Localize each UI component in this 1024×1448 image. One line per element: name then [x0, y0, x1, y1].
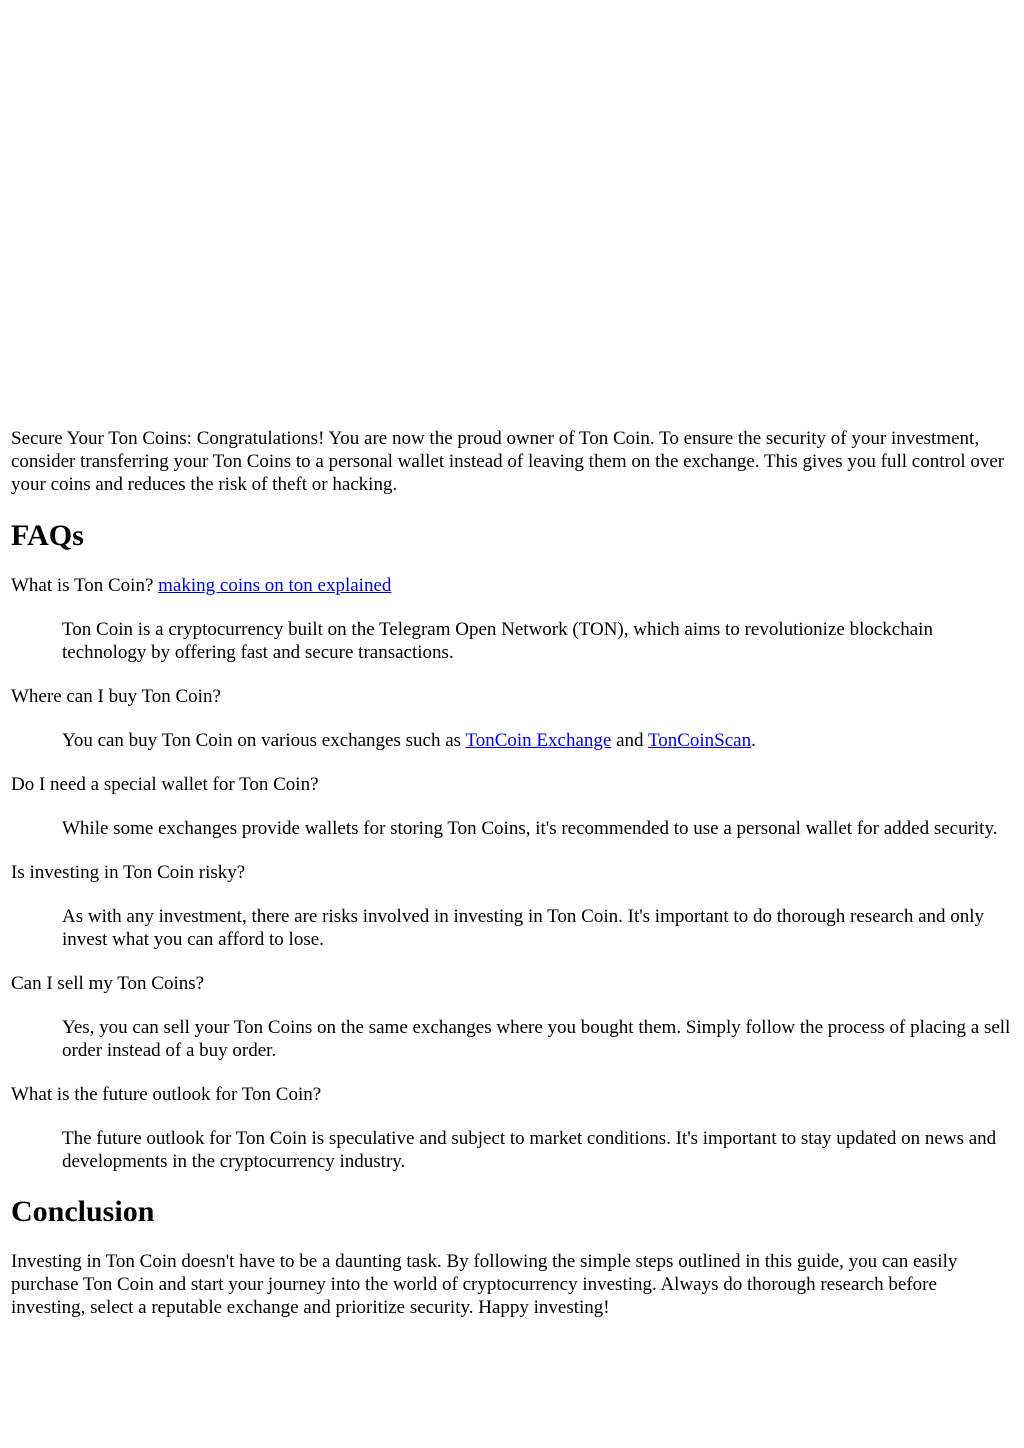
faq-answer-6: The future outlook for Ton Coin is speculative and subject to market conditions. It's important to stay updated on news and developments in the cryptocurrency industry.: [62, 1128, 997, 1172]
faq-answer-2: [62, 729, 1016, 752]
conclusion-heading: Conclusion: [11, 1195, 155, 1228]
faq-answer-1: Ton Coin is a cryptocurrency built on the Telegram Open Network (TON), which aims to revolutionize blockchain technology by offering fast and secure transactions.: [62, 619, 933, 663]
faq-question-5: Can I sell my Ton Coins?: [11, 973, 205, 994]
faq-question-2: Where can I buy Ton Coin?: [11, 686, 221, 707]
faq-answer-2-before: You can buy Ton Coin on various exchanges such as: [62, 730, 466, 751]
toncoin-exchange-link[interactable]: TonCoin Exchange: [465, 730, 612, 751]
faq-question-1-text: What is Ton Coin?: [11, 575, 159, 596]
faq-answer-2-after: .: [751, 730, 756, 751]
making-coins-link[interactable]: making coins on ton explained: [158, 575, 392, 596]
faq-answer-3: While some exchanges provide wallets for storing Ton Coins, it's recommended to use a personal wallet for added security.: [62, 818, 998, 839]
faq-question-4: Is investing in Ton Coin risky?: [11, 862, 246, 883]
faqs-heading: FAQs: [11, 519, 84, 552]
toncoinscan-link[interactable]: TonCoinScan: [647, 730, 752, 751]
faq-answer-2-middle: and: [611, 730, 648, 751]
intro-paragraph: Secure Your Ton Coins: Congratulations! You are now the proud owner of Ton Coin. To ensure the security of your investment, consider transferring your Ton Coins to a personal wallet instead of leaving them on the exchange. This gives you full control over your coins and reduces the risk of theft or hacking.: [11, 428, 1005, 495]
article-content: [11, 427, 1016, 1319]
faq-question-1: [11, 574, 1016, 597]
faq-answer-4: As with any investment, there are risks involved in investing in Ton Coin. It's important to do thorough research and only invest what you can afford to lose.: [62, 906, 985, 950]
faq-answer-5: Yes, you can sell your Ton Coins on the same exchanges where you bought them. Simply follow the process of placing a sell order instead of a buy order.: [62, 1017, 1011, 1061]
faq-question-6: What is the future outlook for Ton Coin?: [11, 1084, 322, 1105]
conclusion-paragraph: Investing in Ton Coin doesn't have to be a daunting task. By following the simple steps outlined in this guide, you can easily purchase Ton Coin and start your journey into the world of cryptocurrency investing. Always do thorough research before investing, select a reputable exchange and prioritize security. Happy investing!: [11, 1251, 958, 1318]
faq-question-3: Do I need a special wallet for Ton Coin?: [11, 774, 319, 795]
